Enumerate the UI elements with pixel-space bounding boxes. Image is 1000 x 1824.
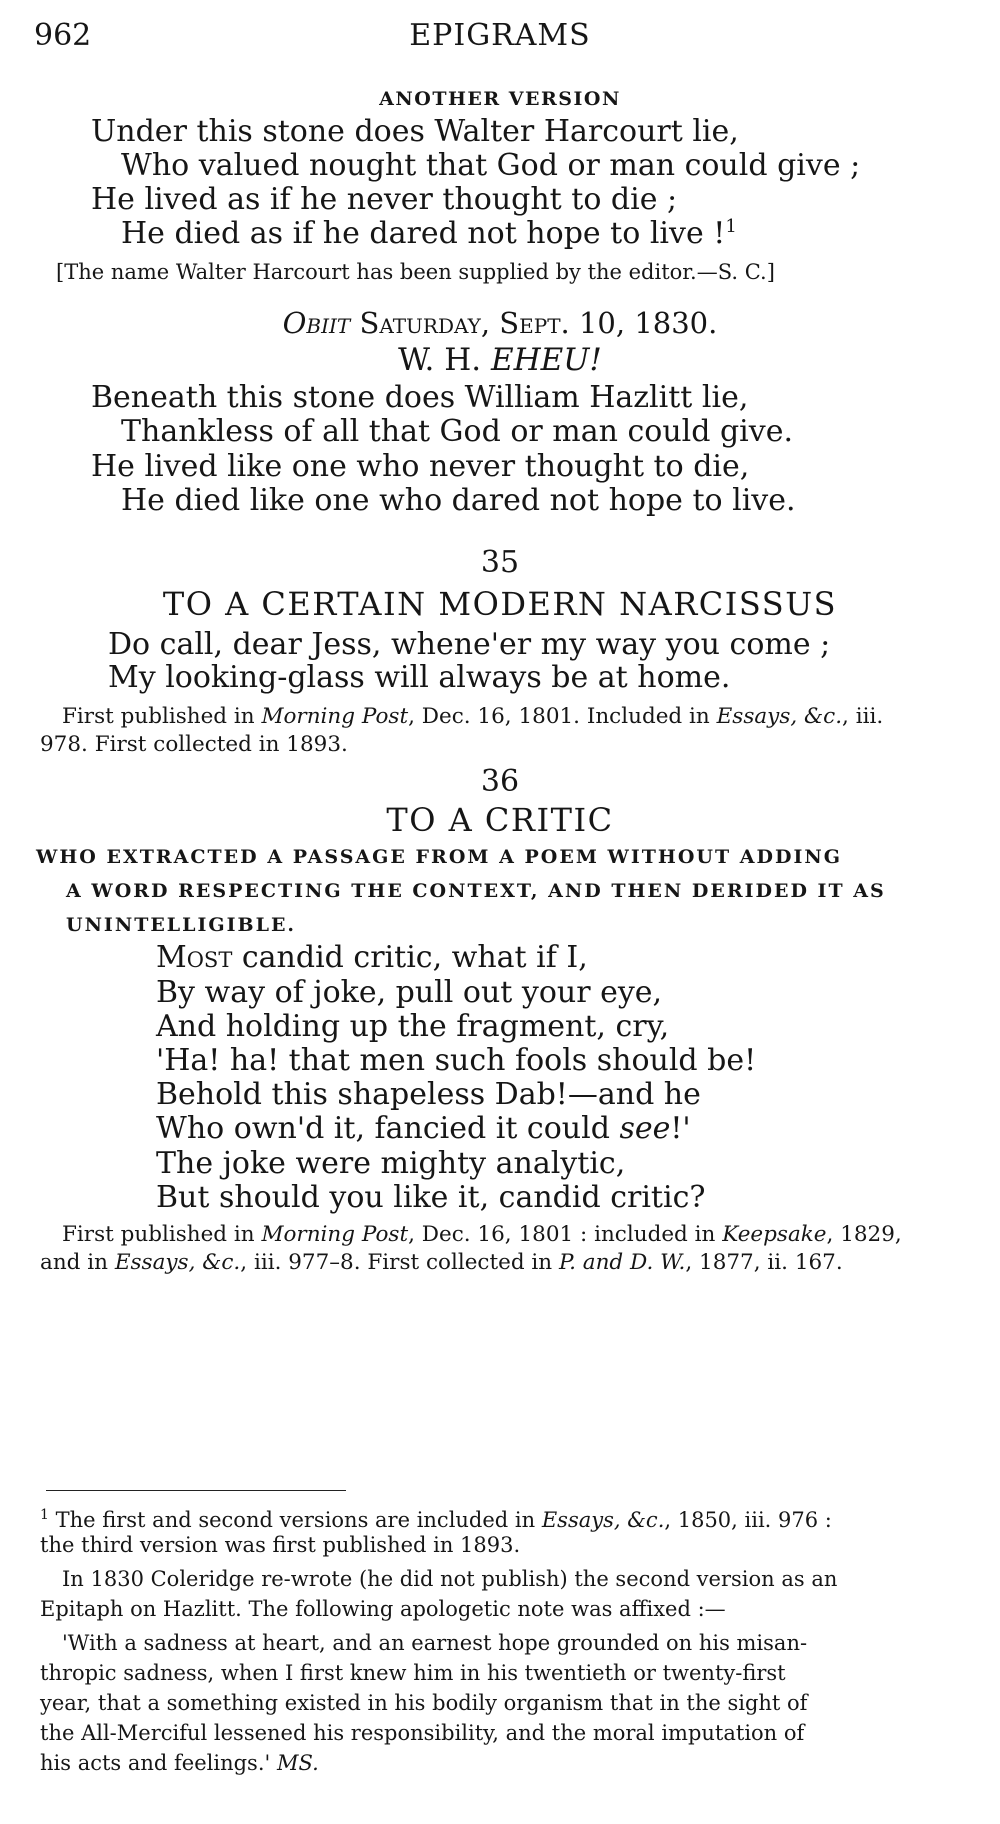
note-text: , Dec. 16, 1801. Included in <box>408 704 717 729</box>
note-italic: Essays, &c. <box>541 1508 665 1532</box>
note-text: and in <box>40 1250 115 1275</box>
ms-abbrev: MS. <box>276 1751 319 1775</box>
obit-heading <box>0 342 1000 378</box>
poem-36-line-5: Behold this shapeless Dab!—and he <box>156 1077 701 1112</box>
note-text: , 1850, iii. 976 : <box>664 1508 832 1532</box>
note-italic: Morning Post <box>261 1222 409 1247</box>
footnote-1-line-2: the third version was first published in 1893. <box>40 1533 521 1557</box>
obit-line-2: Thankless of all that God or man could give. <box>121 414 794 449</box>
note-text: First published in <box>62 1222 262 1247</box>
poem-36-note-line-1 <box>62 1222 902 1247</box>
running-title: EPIGRAMS <box>409 18 591 53</box>
obiit-word: Obiit <box>282 306 351 340</box>
obit-line <box>0 306 1000 340</box>
footnote-3-line-3: year, that a something existed in his bodily organism that in the sight of <box>40 1691 808 1715</box>
first-word: Most <box>156 940 233 975</box>
poem-36-line-4: 'Ha! ha! that men such fools should be! <box>156 1043 757 1078</box>
note-text: First published in <box>62 704 262 729</box>
note-text: , iii. <box>842 704 884 729</box>
footnote-3-line-1: 'With a sadness at heart, and an earnest hope grounded on his misan- <box>62 1631 808 1655</box>
note-italic: Essays, &c. <box>114 1250 241 1275</box>
editor-note: [The name Walter Harcourt has been supplied by the editor.—S. C.] <box>56 260 775 284</box>
poem-35-note-line-1 <box>62 704 883 729</box>
obit-line-3: He lived like one who never thought to die, <box>91 449 750 484</box>
subtitle-text: A WORD RESPECTING THE CONTEXT, AND THEN DERIDED IT AS <box>66 880 886 902</box>
note-text: The first and second versions are included in <box>48 1508 542 1532</box>
note-italic: Essays, &c. <box>716 704 843 729</box>
note-italic: P. and D. W. <box>558 1250 686 1275</box>
poem-35-line-1: Do call, dear Jess, whene'er my way you come ; <box>108 627 831 662</box>
poem-36-note-line-2 <box>40 1250 843 1275</box>
poem-35-line-2: My looking-glass will always be at home. <box>108 660 731 695</box>
footnote-rule <box>46 1490 346 1491</box>
line-text: !' <box>670 1111 691 1146</box>
note-text: , 1877, ii. 167. <box>685 1250 843 1275</box>
poem-36-line-3: And holding up the fragment, cry, <box>156 1009 670 1044</box>
poem-35-title: TO A CERTAIN MODERN NARCISSUS <box>162 585 838 623</box>
obit-date: Saturday, Sept. 10, 1830. <box>359 306 718 340</box>
version-line-3: He lived as if he never thought to die ; <box>91 182 678 217</box>
footnote-1-marker: 1 <box>40 1507 49 1523</box>
page-number: 962 <box>34 18 92 53</box>
version-line-2: Who valued nought that God or man could give ; <box>121 148 861 183</box>
note-text: , Dec. 16, 1801 : included in <box>408 1222 723 1247</box>
version-line-4 <box>121 216 737 251</box>
poem-36-subtitle-line-2 <box>66 880 886 902</box>
footnote-2-line-1: In 1830 Coleridge re-wrote (he did not publish) the second version as an <box>62 1567 838 1591</box>
obit-line-1: Beneath this stone does William Hazlitt lie, <box>91 380 749 415</box>
poem-36-line-2: By way of joke, pull out your eye, <box>156 975 663 1010</box>
italic-see: see <box>619 1111 671 1146</box>
poem-36-line-1 <box>156 940 588 975</box>
poem-36-line-8: But should you like it, candid critic? <box>156 1180 706 1215</box>
subtitle-text: WHO EXTRACTED A PASSAGE FROM A POEM WITHOUT ADDING <box>36 846 842 868</box>
poem-35-note-line-2: 978. First collected in 1893. <box>40 732 348 757</box>
footnote-2-line-2: Epitaph on Hazlitt. The following apologetic note was affixed :— <box>40 1597 726 1621</box>
version-line-4-text: He died as if he dared not hope to live ! <box>121 216 726 251</box>
line-text: Who own'd it, fancied it could <box>156 1111 620 1146</box>
line-text: candid critic, what if I, <box>232 940 588 975</box>
poem-36-title: TO A CRITIC <box>386 801 614 839</box>
note-italic: Morning Post <box>261 704 409 729</box>
poem-36-number: 36 <box>480 764 520 799</box>
poem-36-subtitle-line-1 <box>36 846 842 868</box>
obit-eheu: EHEU! <box>491 342 602 378</box>
note-text: his acts and feelings.' <box>40 1751 277 1775</box>
note-text: , 1829, <box>826 1222 902 1247</box>
footnote-3-line-2: thropic sadness, when I first knew him in his twentieth or twenty-first <box>40 1661 786 1685</box>
version-line-1: Under this stone does Walter Harcourt lie, <box>91 114 739 149</box>
footnote-3-line-4: the All-Merciful lessened his responsibility, and the moral imputation of <box>40 1721 805 1745</box>
obit-initials: W. H. <box>398 342 482 378</box>
poem-36-line-7: The joke were mighty analytic, <box>156 1146 626 1181</box>
note-italic: Keepsake <box>722 1222 827 1247</box>
note-text: , iii. 977–8. First collected in <box>240 1250 559 1275</box>
obit-line-4: He died like one who dared not hope to live. <box>121 483 796 518</box>
poem-36-line-6 <box>156 1111 691 1146</box>
version-heading: ANOTHER VERSION <box>379 88 621 110</box>
footnote-marker: 1 <box>725 216 737 237</box>
poem-35-number: 35 <box>480 545 520 580</box>
poem-36-subtitle-line-3: UNINTELLIGIBLE. <box>66 914 297 936</box>
footnote-3-line-5 <box>40 1748 319 1779</box>
